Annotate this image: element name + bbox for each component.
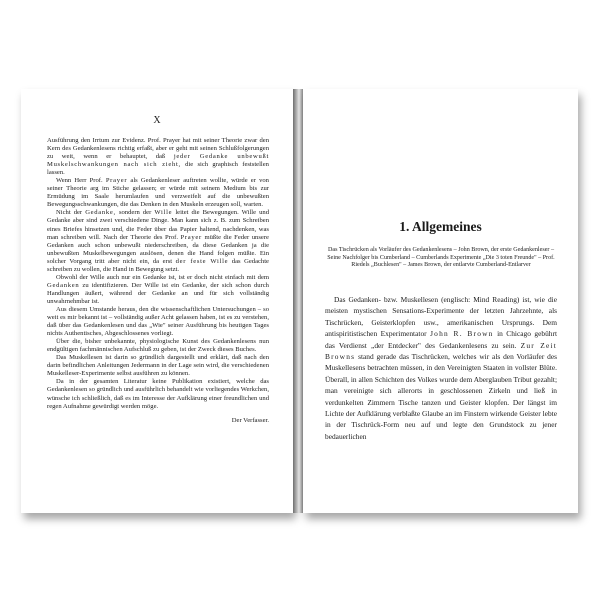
chapter-title: 1. Allgemeines [399, 219, 482, 234]
paragraph: Aus diesem Umstande heraus, den die wissenschaftlichen Untersuchungen – so weit es mir bekannt ist – vollständig außer Acht gelassen haben, ist es zu verstehen, daß über das Gedankenlesen und das „Wie" seiner Ausführung bis heutigen Tages nichts Authentisches, Abgeschlossenes vorliegt. [47, 305, 269, 338]
book-gutter [293, 89, 303, 513]
page-number: X [153, 115, 161, 126]
right-page-body [325, 294, 557, 442]
paragraph: Über die, bisher unbekannte, physiologische Kunst des Gedankenlesens nun endgültigen fachmännischen Aufschluß zu geben, ist der Zweck dieses Buches. [47, 338, 269, 354]
right-page [303, 89, 578, 513]
signature: Der Verfasser. [231, 416, 269, 424]
paragraph: Obwohl der Wille auch nur ein Gedanke ist, ist er doch nicht einfach mit dem Gedanken zu identifizieren. Der Wille ist ein Gedanke, der sich schon durch Handlungen äußert, während der Gedanke an und für sich vollständig unwahrnehmbar ist. [47, 273, 269, 305]
paragraph: Das Muskellesen ist darin so gründlich dargestellt und erklärt, daß nach den darin befindlichen Anleitungen Jedermann in der Lage sein wird, die verschiedenen Muskelleser-Experimente selbst ausführen zu können. [47, 354, 269, 378]
paragraph: Da in der gesamten Literatur keine Publikation existiert, welche das Gedankenlesen so gründlich und ausführlich behandelt wie vorliegendes Werkchen, wünsche ich schließlich, daß es im Interesse der Aufklärung einer freundlichen und regen Aufnahme gewürdigt werden möge. [47, 378, 269, 410]
left-page-body [47, 137, 269, 425]
chapter-summary: Das Tischrücken als Vorläufer des Gedankenlesens – John Brown, der erste Gedankenleser – Seine Nachfolger bis Cumberland – Cumberlands Experimente „Die 3 toten Freunde" – Prof. Riedels „Buchlesen" – James Brown, der entlarvte Cumberland-Entlarver [327, 247, 555, 269]
paragraph: Ausführung den Irrtum zur Evidenz. Prof. Prayer hat mit seiner Theorie zwar den Kern des Gedankenlesens richtig erfaßt, aber er geht mit seinen Schlußfolgerungen zu weit, wenn er behauptet, daß jeder Gedanke unbewußt Muskelschwankungen nach sich zieht, die sich graphisch feststellen lassen. [47, 137, 270, 177]
paragraph: Wenn Herr Prof. Prayer als Gedankenleser auftreten wollte, würde er von seiner Theorie arg im Stiche gelassen; er würde mit seinem Medium bis zur Ermüdung im Saale herumlaufen und verzweifelt auf die unbewußten Bewegungsschwankungen, die das Denken in den Muskeln erzeugen soll, warten. [47, 177, 269, 209]
left-page [21, 89, 293, 513]
paragraph: Das Gedanken- bzw. Muskellesen (englisch: Mind Reading) ist, wie die meisten mystischen Sensations-Experimente der letzten Jahrzehnte, als Tischrücken, Geisterklopfen usw., amerikanischen Ursprungs. Dem antispiritistischen Experimentator John R. Brown in Chicago gebührt das Verdienst „der Entdecker" des Gedankenlesens zu sein. Zur Zeit Browns stand gerade das Tischrücken, welches wir als den Vorläufer des Muskellesens betrachten müssen, in den Vereinigten Staaten in vollster Blüte. Überall, in allen Schichten des Volkes wurde dem Aberglauben Tribut gezahlt; man vereinigte sich allerorts in geschlossenen Zirkeln und ließ in verdunkelten Zimmern Tische tanzen und Geister klopfen. Der längst im Lichte der Aufklärung verblaßte Glaube an im Finstern wirkende Geister lebte in der Tischrück-Form neu auf und legte den Grundstock zu jener bedauerlichen [325, 295, 557, 441]
paragraph: Nicht der Gedanke, sondern der Wille leitet die Bewegungen. Wille und Gedanke aber sind zwei verschiedene Dinge. Man kann sich z. B. zum Schreiben eines Briefes hinsetzen und, die Feder über das Papier haltend, nachdenken, was man schreiben will. Nach der Theorie des Prof. Prayer müßte die Feder unsere Gedanken auch schon unbewußt niederschreiben, da diese Gedanken ja die unbewußten Muskelbewegungen auslösen, denen die Hand folgen müßte. Ein solcher Vorgang tritt aber nicht ein, da erst der feste Wille das Gedachte schreiben zu wollen, die Hand in Bewegung setzt. [47, 209, 269, 273]
